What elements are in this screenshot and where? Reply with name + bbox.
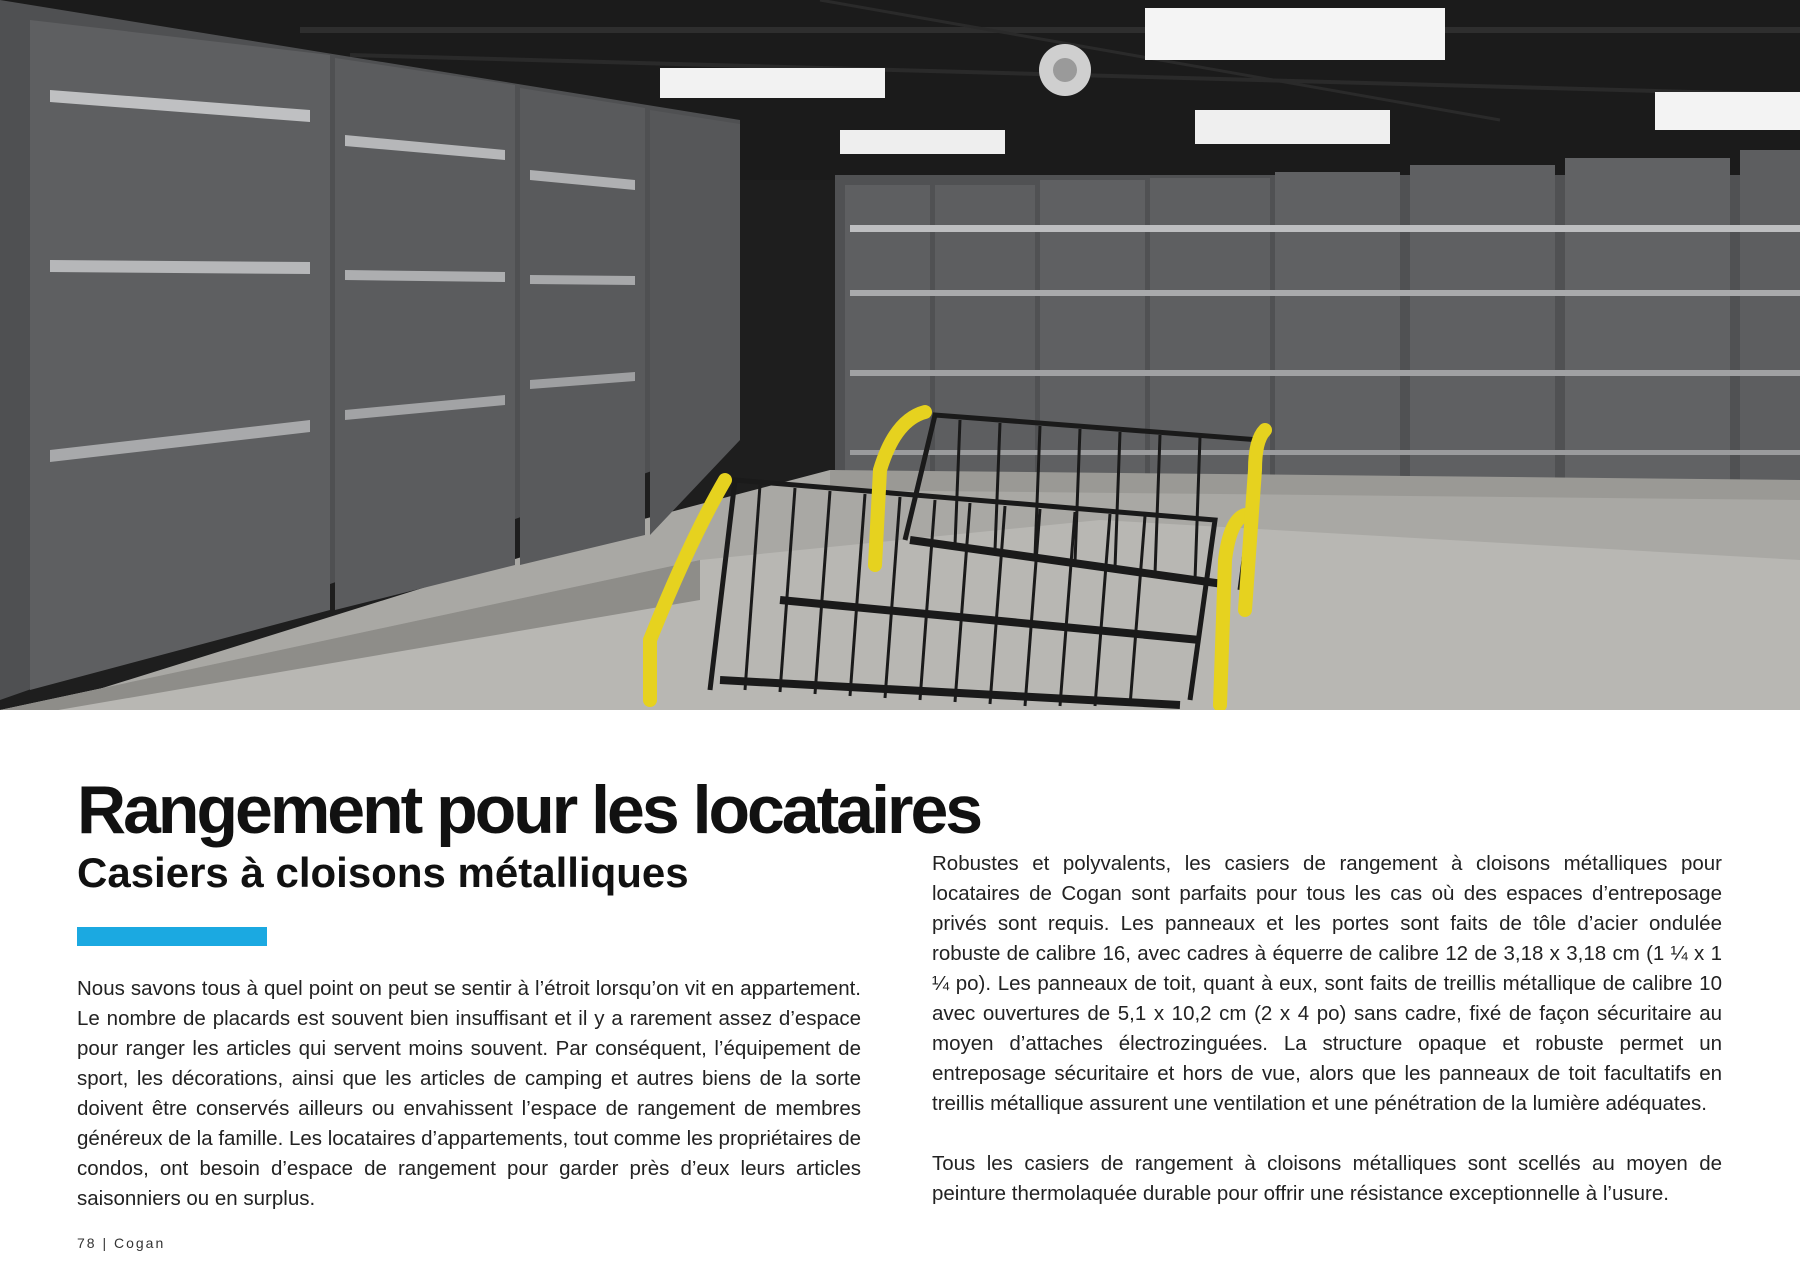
page-subtitle: Casiers à cloisons métalliques xyxy=(77,849,689,896)
page-footer: 78 | Cogan xyxy=(77,1235,166,1251)
description-paragraph: Robustes et polyvalents, les casiers de rangement à cloisons métalliques pour locataires de Cogan sont parfaits pour tous les cas où des espaces d’entreposage privés sont requis. Les panneaux et les portes sont faits de tôle d’acier ondulée robuste de calibre 16, avec cadres à équerre de calibre 12 de 3,18 x 3,18 cm (1 ¼ x 1 ¼ po). Les panneaux de toit, quant à eux, sont faits de treillis métallique de calibre 10 avec ouvertures de 5,1 x 10,2 cm (2 x 4 po) sans cadre, fixé de façon sécuritaire au moyen d’attaches électrozinguées. La structure opaque et robuste permet un entreposage sécuritaire et hors de vue, alors que les panneaux de toit facultatifs en treillis métallique assurent une ventilation et une pénétration de la lumière adéquates. xyxy=(932,852,1722,1115)
intro-paragraph: Nous savons tous à quel point on peut se sentir à l’étroit lorsqu’on vit en appartement. Le nombre de placards est souvent bien insuffisant et il y a rarement assez d’espace pour ranger les articles qui servent moins souvent. Par conséquent, l’équipement de sport, les décorations, ainsi que les articles de camping et autres biens de la sorte doivent être conservés ailleurs ou envahissent l’espace de rangement de membres généreux de la famille. Les locataires d’appartements, tout comme les propriétaires de condos, ont besoin d’espace de rangement pour garder près d’eux leurs articles saisonniers ou en surplus. xyxy=(77,977,861,1210)
page-title: Rangement pour les locataires xyxy=(77,772,981,848)
finish-paragraph: Tous les casiers de rangement à cloisons métalliques sont scellés au moyen de peinture thermolaquée durable pour offrir une résistance exceptionnelle à l’usure. xyxy=(932,1152,1722,1205)
accent-bar xyxy=(77,927,267,946)
